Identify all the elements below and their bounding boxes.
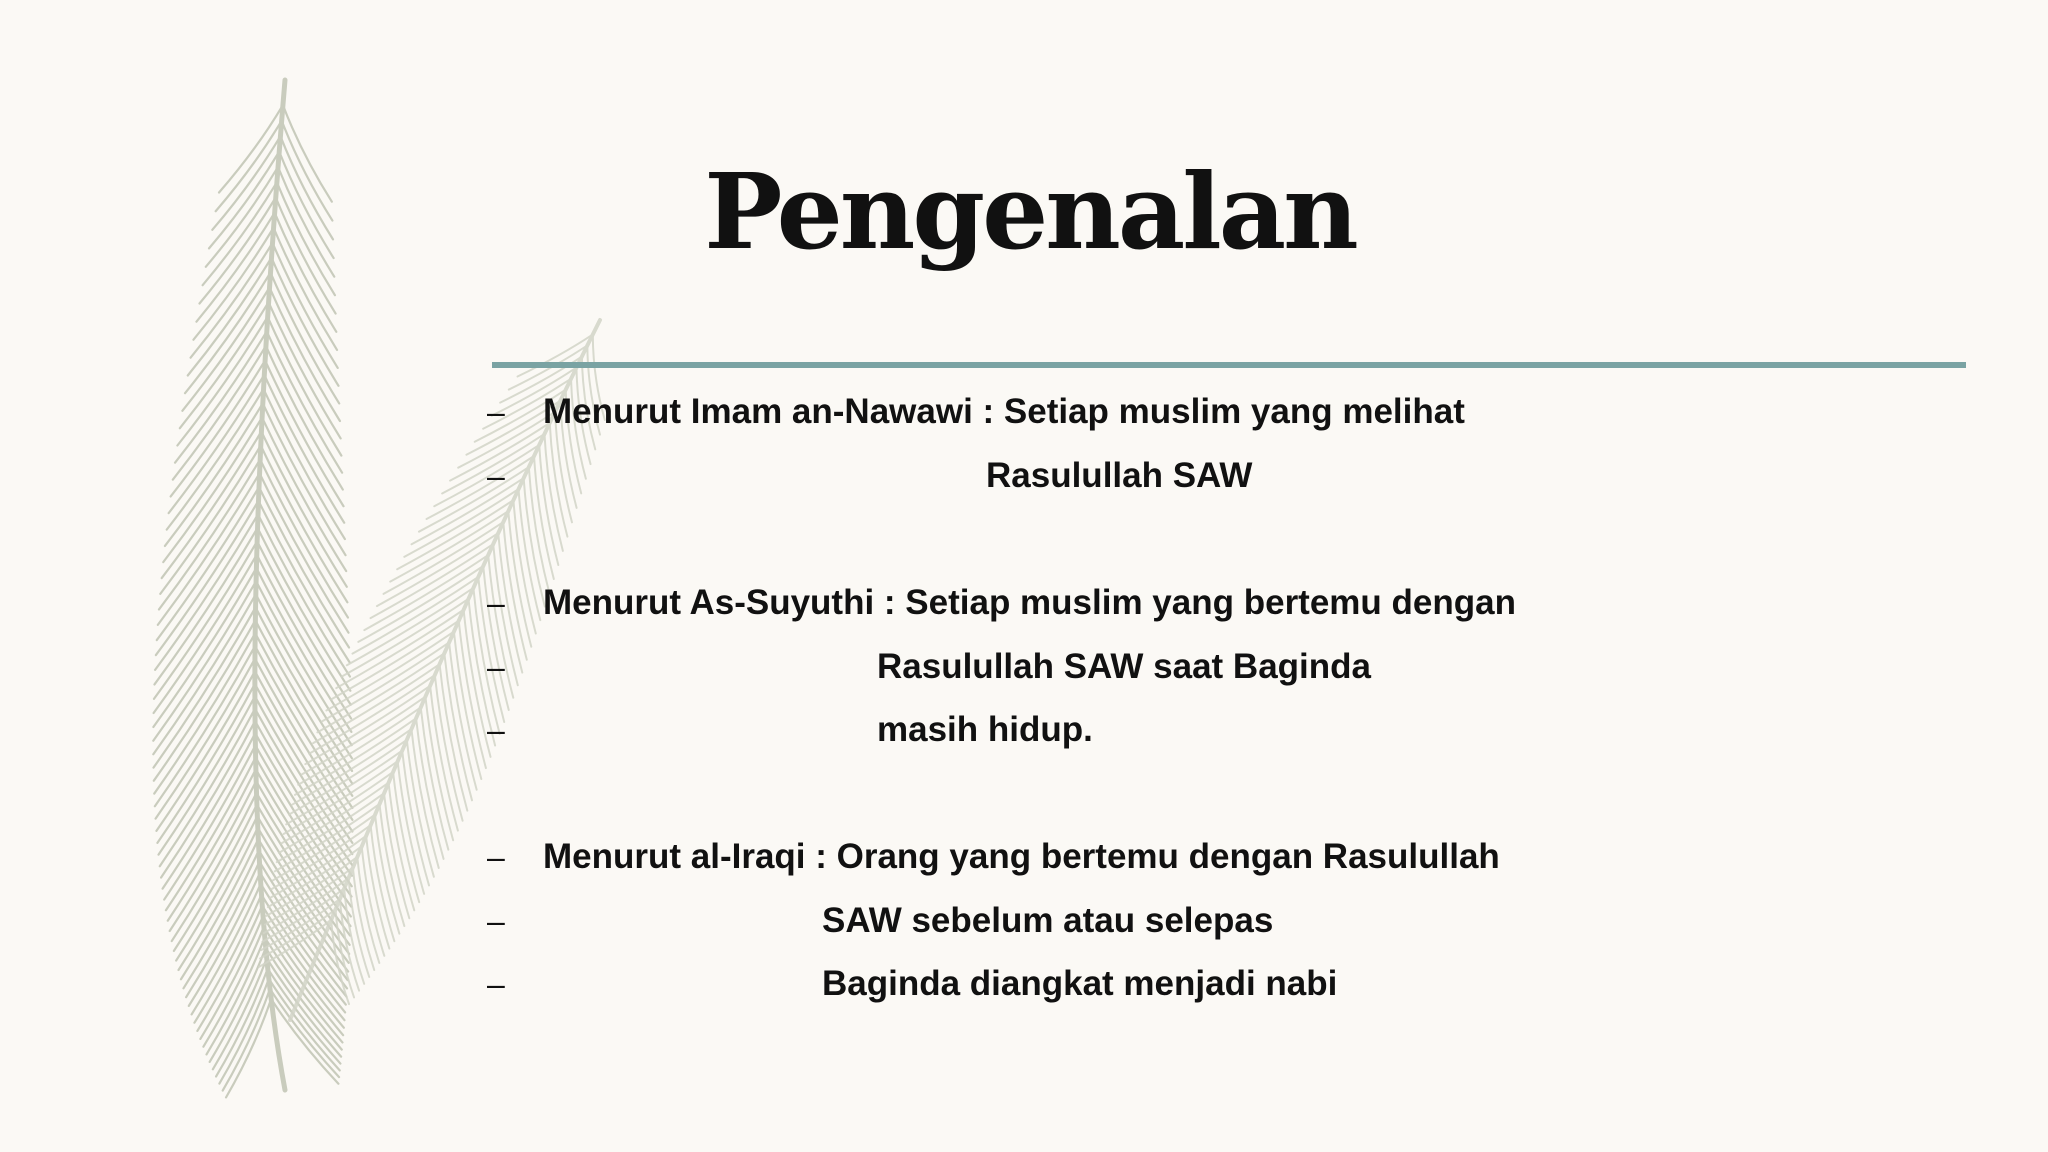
- list-item: [0, 959, 2048, 1009]
- list-item-text: Rasulullah SAW saat Baginda: [877, 647, 1371, 686]
- list-item-text: SAW sebelum atau selepas: [822, 901, 1274, 940]
- dash-bullet: –: [487, 649, 505, 685]
- dash-bullet: –: [487, 966, 505, 1002]
- list-item: [0, 896, 2048, 946]
- dash-bullet: –: [487, 712, 505, 748]
- list-item: [0, 642, 2048, 692]
- list-item: [0, 832, 2048, 882]
- list-item: [0, 705, 2048, 755]
- list-item: [0, 578, 2048, 628]
- list-item-text: Baginda diangkat menjadi nabi: [822, 964, 1338, 1003]
- dash-bullet: –: [487, 585, 505, 621]
- list-item: [0, 387, 2048, 437]
- list-item-text: Menurut As-Suyuthi : Setiap muslim yang bertemu dengan: [543, 583, 1516, 622]
- list-item-text: masih hidup.: [877, 710, 1093, 749]
- dash-bullet: –: [487, 839, 505, 875]
- dash-bullet: –: [487, 394, 505, 430]
- list-item-text: Menurut al-Iraqi : Orang yang bertemu dengan Rasulullah: [543, 837, 1500, 876]
- dash-bullet: –: [487, 903, 505, 939]
- title-divider: [492, 362, 1966, 368]
- list-item: [0, 451, 2048, 501]
- list-item-text: Menurut Imam an-Nawawi : Setiap muslim yang melihat: [543, 392, 1465, 431]
- dash-bullet: –: [487, 458, 505, 494]
- list-item-text: Rasulullah SAW: [986, 456, 1253, 495]
- page-title: Pengenalan: [704, 150, 1356, 273]
